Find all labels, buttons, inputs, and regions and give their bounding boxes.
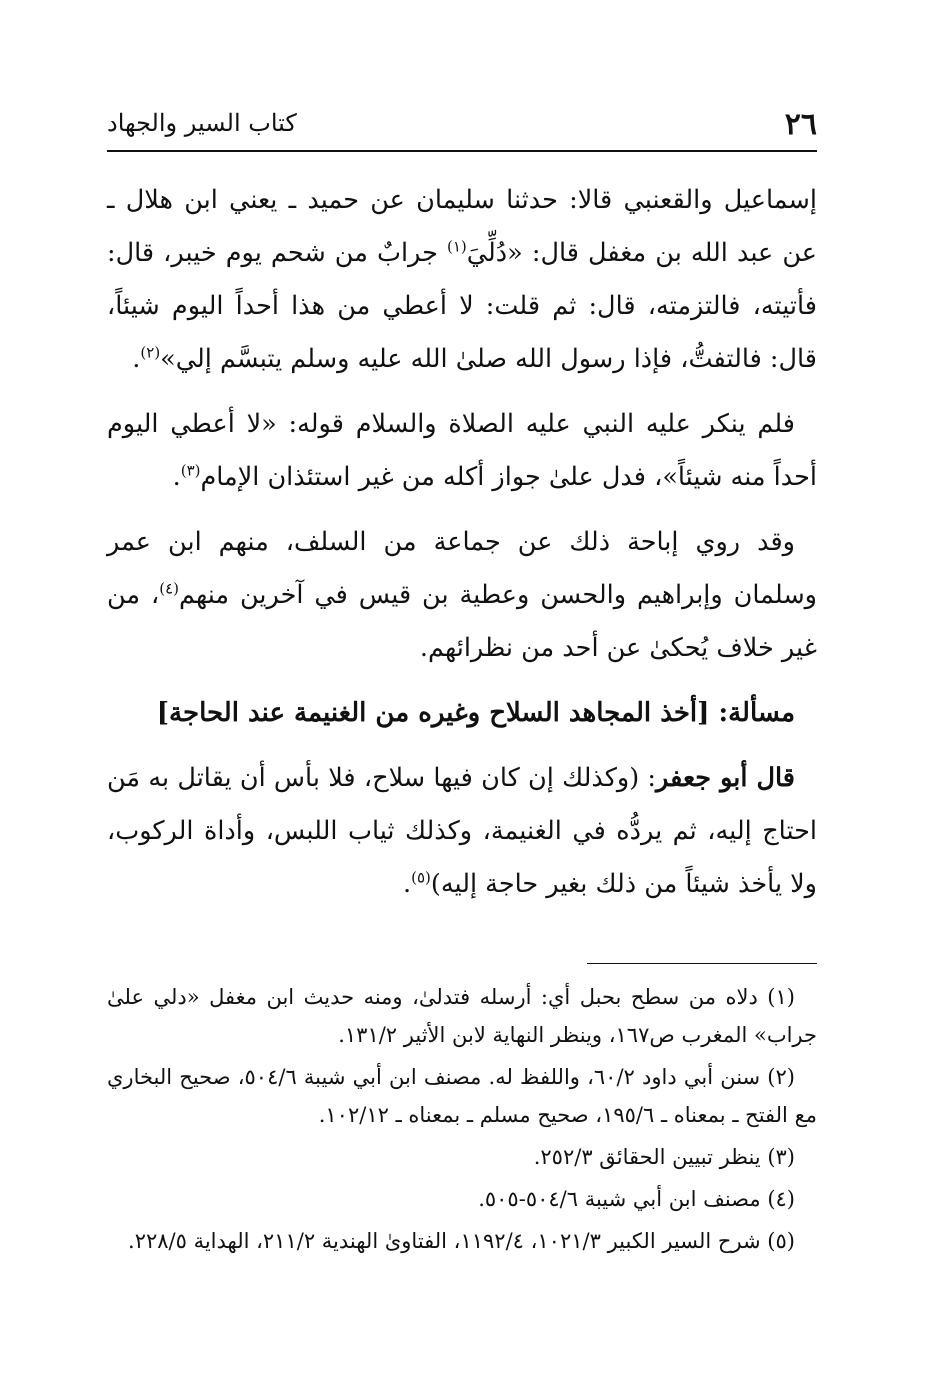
- paragraph-hadith: [107, 174, 817, 386]
- footnote-ref-2[interactable]: (٢): [140, 343, 161, 362]
- footnote-2: (٢) سنن أبي داود ٦٠/٢، واللفظ له. مصنف ابن أبي شيبة ٥٠٤/٦، صحيح البخاري مع الفتح ـ بمعناه ـ ١٩٥/٦، صحيح مسلم ـ بمعناه ـ ١٠٢/١٢.: [107, 1065, 817, 1127]
- page-header: [107, 100, 817, 152]
- footnotes: [107, 978, 817, 1260]
- paragraph-text: جرابٌ من شحم يوم خيبر، قال: فأتيته، فالتزمته، قال: ثم قلت: لا أعطي من هذا أحداً اليوم شيئاً، قال: فالتفتُّ، فإذا رسول الله صلىٰ الله عليه وسلم يتبسَّم إلي»: [107, 238, 817, 374]
- footnote-5: (٥) شرح السير الكبير ١٠٢١/٣، ١١٩٢/٤، الفتاوىٰ الهندية ٢١١/٢، الهداية ٢٢٨/٥.: [128, 1229, 795, 1253]
- paragraph-text: .: [132, 344, 141, 374]
- paragraph-text: وقد روي إباحة ذلك عن جماعة من السلف، منهم ابن عمر وسلمان وإبراهيم والحسن وعطية بن قيس في آخرين منهم: [107, 527, 817, 610]
- footnote-ref-1[interactable]: (١): [446, 237, 467, 256]
- paragraph-abu-jafar: [107, 752, 817, 911]
- section-heading: مسألة: [أخذ المجاهد السلاح وغيره من الغنيمة عند الحاجة]: [156, 698, 795, 728]
- footnote-1: (١) دلاه من سطح بحبل أي: أرسله فتدلىٰ، ومنه حديث ابن مغفل «دلي علىٰ جراب» المغرب ص١٦٧، وينظر النهاية لابن الأثير ١٣١/٢.: [107, 985, 817, 1047]
- footnote-separator: [587, 963, 817, 964]
- paragraph-text: : (وكذلك إن كان فيها سلاح، فلا بأس أن يقاتل به مَن احتاج إليه، ثم يردُّه في الغنيمة، وكذلك ثياب اللبس، وأداة الركوب، ولا يأخذ شيئاً من ذلك بغير حاجة إليه): [107, 763, 817, 899]
- footnote-ref-3[interactable]: (٣): [180, 461, 201, 480]
- paragraph-text: ، من غير خلاف يُحكىٰ عن أحد من نظرائهم.: [107, 580, 817, 663]
- page-number: ٢٦: [784, 107, 817, 142]
- footnote-4: (٤) مصنف ابن أبي شيبة ٥٠٤/٦-٥٠٥.: [478, 1187, 795, 1211]
- footnote-ref-4[interactable]: (٤): [159, 579, 180, 598]
- footnote-3: (٣) ينظر تبيين الحقائق ٢٥٢/٣.: [533, 1145, 795, 1169]
- speaker-label: قال أبو جعفر: [656, 763, 796, 793]
- paragraph-text: إسماعيل والقعنبي قالا: حدثنا سليمان عن حميد ـ يعني ابن هلال ـ عن عبد الله بن مغفل قال: «دُلِّيَ: [107, 185, 817, 268]
- book-page: [107, 100, 817, 1280]
- paragraph-text: .: [402, 869, 412, 899]
- paragraph-inference: [107, 398, 817, 504]
- paragraph-text: فلم ينكر عليه النبي عليه الصلاة والسلام قوله: «لا أعطي اليوم أحداً منه شيئاً»، فدل علىٰ جواز أكله من غير استئذان الإمام: [107, 409, 817, 492]
- main-text: [107, 174, 817, 911]
- paragraph-text: .: [172, 462, 181, 492]
- paragraph-salaf: [107, 516, 817, 675]
- running-title: كتاب السير والجهاد: [107, 109, 297, 137]
- footnote-ref-5[interactable]: (٥): [411, 868, 431, 887]
